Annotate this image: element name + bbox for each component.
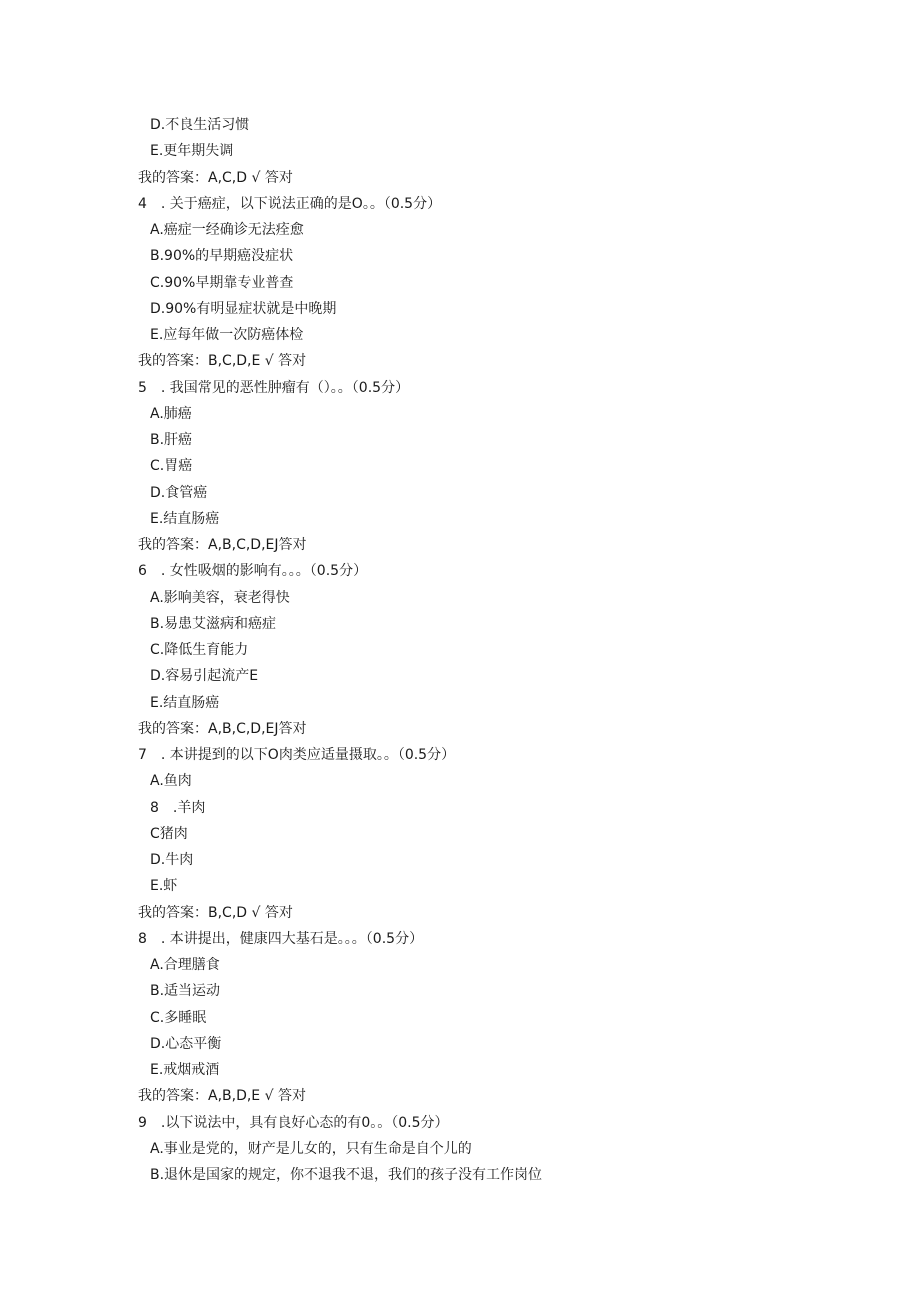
option-line: A.合理膳食 — [150, 957, 220, 973]
question-line: 8 . 本讲提出，健康四大基石是。。。（0.5分） — [138, 931, 424, 947]
option-line: D.容易引起流产E — [150, 668, 259, 684]
option-line: A.癌症一经确诊无法痊愈 — [150, 222, 304, 238]
option-line: E.戒烟戒酒 — [150, 1062, 220, 1078]
option-line: A.事业是党的，财产是儿女的，只有生命是自个儿的 — [150, 1141, 472, 1157]
option-line: A.鱼肉 — [150, 773, 192, 789]
option-line: D.不良生活习惯 — [150, 117, 250, 133]
option-line: D.食管癌 — [150, 485, 208, 501]
option-line: D.牛肉 — [150, 852, 194, 868]
question-line: 5 . 我国常见的恶性肿瘤有（）。。（0.5分） — [138, 380, 410, 396]
option-line: C猪肉 — [150, 826, 188, 842]
my-answer-line: 我的答案：B,C,D √ 答对 — [138, 905, 293, 921]
option-line: E.更年期失调 — [150, 143, 234, 159]
option-line: 8 .羊肉 — [150, 800, 206, 816]
option-line: E.结直肠癌 — [150, 511, 220, 527]
option-line: B.肝癌 — [150, 432, 193, 448]
question-line: 9 .以下说法中，具有良好心态的有0。。（0.5分） — [138, 1115, 449, 1131]
option-line: E.虾 — [150, 878, 178, 894]
my-answer-line: 我的答案：B,C,D,E √ 答对 — [138, 353, 307, 369]
option-line: C.胃癌 — [150, 458, 193, 474]
option-line: B.90%的早期癌没症状 — [150, 248, 294, 264]
option-line: E.应每年做一次防癌体检 — [150, 327, 304, 343]
my-answer-line: 我的答案：A,B,C,D,EJ答对 — [138, 721, 307, 737]
option-line: A.影响美容，衰老得快 — [150, 590, 290, 606]
option-line: D.90%有明显症状就是中晚期 — [150, 301, 337, 317]
option-line: A.肺癌 — [150, 406, 192, 422]
option-line: D.心态平衡 — [150, 1036, 222, 1052]
my-answer-line: 我的答案：A,B,D,E √ 答对 — [138, 1088, 306, 1104]
question-line: 6 . 女性吸烟的影响有。。。（0.5分） — [138, 563, 368, 579]
option-line: C.90%早期靠专业普查 — [150, 275, 294, 291]
option-line: B.适当运动 — [150, 983, 221, 999]
question-line: 7 . 本讲提到的以下O肉类应适量摄取。。（0.5分） — [138, 747, 456, 763]
option-line: C.多睡眠 — [150, 1010, 207, 1026]
option-line: C.降低生育能力 — [150, 642, 249, 658]
option-line: B.退休是国家的规定，你不退我不退，我们的孩子没有工作岗位 — [150, 1167, 543, 1183]
my-answer-line: 我的答案：A,C,D √ 答对 — [138, 170, 293, 186]
option-line: E.结直肠癌 — [150, 695, 220, 711]
my-answer-line: 我的答案：A,B,C,D,EJ答对 — [138, 537, 307, 553]
option-line: B.易患艾滋病和癌症 — [150, 616, 277, 632]
question-line: 4 . 关于癌症，以下说法正确的是O。。（0.5分） — [138, 196, 442, 212]
